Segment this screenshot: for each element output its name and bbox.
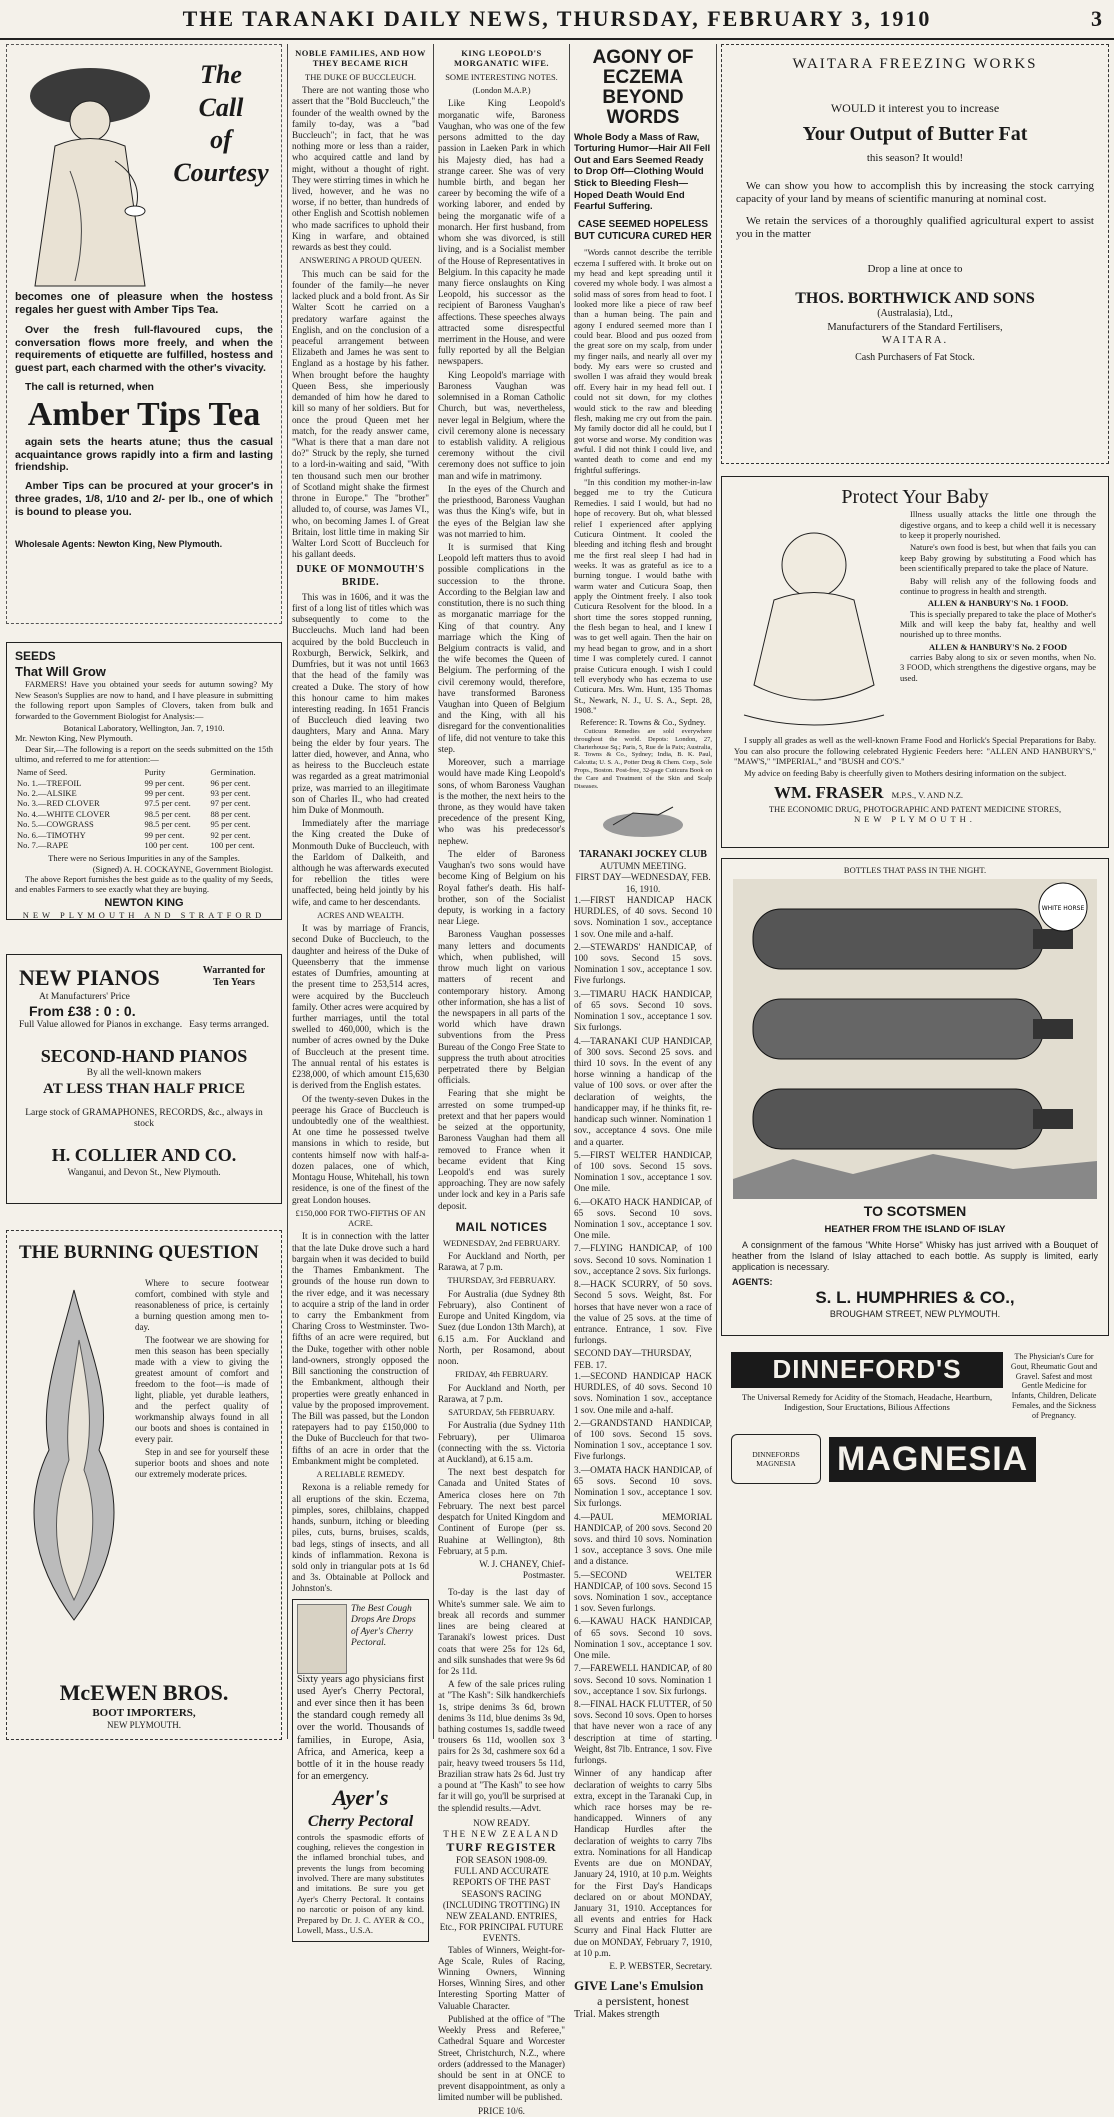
turf-title-2: TURF REGISTER — [446, 1840, 557, 1855]
race-item: 6.—OKATO HACK HANDICAP, of 65 sovs. Second 10 sovs. Nomination 1 sov., acceptance 1 sov. One mile. — [574, 1196, 712, 1241]
seed-name: No. 5.—COWGRASS — [17, 819, 94, 830]
baby-title: Protect Your Baby — [841, 486, 989, 508]
seed-germination: 96 per cent. — [210, 777, 251, 788]
seed-name: No. 6.—TIMOTHY — [17, 829, 86, 840]
table-row — [15, 840, 273, 850]
race-item: 2.—STEWARDS' HANDICAP, of 100 sovs. Second 15 sovs. Nomination 1 sov., acceptance 1 sov. Five furlongs. — [574, 941, 712, 986]
baby-food-1-text: This is specially prepared to take the place of Mother's Milk and will keep the baby fat, healthy and well nourished up to three months. — [900, 608, 1096, 640]
article-subhead: A RELIABLE REMEDY. — [316, 1469, 405, 1480]
fraser-desc: THE ECONOMIC DRUG, PHOTOGRAPHIC AND PATENT MEDICINE STORES, — [768, 803, 1062, 814]
pianos-half: AT LESS THAN HALF PRICE — [43, 1080, 245, 1097]
turf-tables: Tables of Winners, Weight-for-Age Scale, Rules of Racing, Winning Owners, Winning Horses, Winning Sires, and other Interesting Sporting Matter of Valuable Character. — [438, 1944, 565, 2011]
humphries-addr: BROUGHAM STREET, NEW PLYMOUTH. — [829, 1308, 1001, 1319]
column-3 — [438, 44, 565, 2116]
article-subhead: ACRES AND WEALTH. — [317, 909, 404, 920]
article-paragraph: The elder of Baroness Vaughan's two sons would have become King of Belgium on his Royal father's death. His half-brother, son of the Socialist deputy, is working in a factory near Liege. — [438, 848, 565, 927]
article-paragraph: Moreover, such a marriage would have made King Leopold's sons, of whom Baroness Vaughan is the mother, the next heirs to the throne, as they would have taken precedence of the present King, who was his predecessor's nephew. — [438, 757, 565, 846]
pianos-from: From £38 : 0 : 0. — [29, 1003, 136, 1020]
amber-agents: Wholesale Agents: Newton King, New Plymouth. — [15, 538, 223, 549]
amber-paragraph: Amber Tips can be procured at your grocer's in three grades, 1/8, 1/10 and 2/- per lb., one of which is bound to please you. — [15, 480, 273, 518]
seed-name: No. 3.—RED CLOVER — [17, 798, 100, 809]
seed-name: No. 1.—TREFOIL — [17, 777, 82, 788]
seed-germination: 97 per cent. — [210, 798, 251, 809]
seeds-intro: FARMERS! Have you obtained your seeds for autumn sowing? My New Season's Supplies are now to hand, and I have pleasure in submitting the following report upon Samples of Clovers, taken from bulk and forwarded to the Government Biologist for Analysis:— — [15, 679, 273, 721]
mail-day: WEDNESDAY, 2nd FEBRUARY. — [443, 1237, 560, 1248]
article-subhead: ANSWERING A PROUD QUEEN. — [299, 255, 422, 266]
jockey-day-2: SECOND DAY—THURSDAY, FEB. 17. — [574, 1348, 692, 1370]
mail-notices-title: MAIL NOTICES — [455, 1219, 548, 1234]
mail-day: THURSDAY, 3rd FEBRUARY. — [447, 1275, 556, 1286]
table-row — [15, 788, 273, 798]
headline-call: Call — [198, 92, 244, 122]
jockey-rules: Winner of any handicap after declaration of weights to carry 5lbs extra, except in the Taranaki Cup, in which race horses may be re-handicapped. Winners of any Handicap Hurdles after the declaration of weights to carry 7lbs extra. Nominations for all Handicap Events are due on MONDAY, January 24, 1910, at 10 p.m. Weights for the First Day's Handicaps declared on or about MONDAY, January 31, 1910. Acceptances for all events and entries for Hack Scurry and Final Hack Flutter are due on MONDAY, February 7, 1910, at 10 p.m. — [574, 1768, 712, 1958]
article-paragraph: It is surmised that King Leopold left matters thus to avoid possible complications in the succession to the throne. According to the Belgian law and constitution, there is no such thing as morganatic marriage for the King of that country. Any marriage which the King of Belgium contracts is valid, and the wife becomes the Queen of Belgium. The performing of the civil ceremony would, therefore, have transformed Baroness Vaughan into Queen of Belgium and the King, with all his disregard for the conventionalities of life, did not venture to take this step. — [438, 541, 565, 754]
column-5 — [721, 44, 1109, 1743]
jockey-title: TARANAKI JOCKEY CLUB — [579, 849, 707, 861]
whisky-title: TO SCOTSMEN — [863, 1203, 967, 1220]
cuticura-headline-1: AGONY OF ECZEMA — [592, 47, 694, 88]
baby-paragraph: Nature's own food is best, but when that fails you can keep Baby growing by substituting a Food which has been scientifically prepared to take the place of Nature. — [900, 542, 1096, 574]
cuticura-paragraph: "Words cannot describe the terrible eczema I suffered with. It broke out on my head and kept spreading until it covered my whole body. I was almost a solid mass of sores from head to foot. I looked more like a piece of raw beef than a human being. The pain and agony I endured seemed more than I could bear. Blood and pus oozed from the great sore on my scalp, from under my finger nails, and nearly all over my body. My ears were so crusted and swollen I was afraid they would break off. Every hair in my head fell out. I could not sit down, for my clothes would stick to the raw and bleeding flesh, making me cry out from the pain. My family doctor did all he could, but I got worse and worse. My condition was awful. I did not think I could live, and wanted death to come and end my frightful sufferings. — [574, 247, 712, 475]
article-paragraph: King Leopold's marriage with Baroness Vaughan was solemnised in a Roman Catholic Church, but was, nevertheless, never legal in Belgium, where the civil ceremony alone is necessary to establish validity. A religious ceremony without the civil ceremony does not suffice to join man and wife in matrimony. — [438, 369, 565, 481]
cuticura-subhead: Whole Body a Mass of Raw, Torturing Humor—Hair All Fell Out and Ears Seemed Ready to Drop Off—Clothing Would Stick to Bleeding Flesh—Hoped Death Would End Fearful Suffering. — [574, 131, 711, 213]
white-horse-ad — [721, 858, 1109, 1336]
seeds-lab: Botanical Laboratory, Wellington, Jan. 7, 1910. — [63, 722, 225, 733]
borthwick-firm-2: (Australasia), Ltd., — [877, 308, 953, 320]
pianos-gram: Large stock of GRAMAPHONES, RECORDS, &c., always in stock — [25, 1107, 263, 1130]
race-item: 8.—FINAL HACK FLUTTER, of 50 sovs. Second 10 sovs. Open to horses that have never won a race of any description at time of starting. Weight, 8st 7lb. Entrance, 1 sov. Five furlongs. — [574, 1699, 712, 1766]
pianos-second: SECOND-HAND PIANOS — [40, 1046, 248, 1067]
ayers-brand: Ayer's — [332, 1785, 389, 1811]
article-paragraph: Like King Leopold's morganatic wife, Baroness Vaughan, who was one of the few persons admitted to the day passion in Laeken Park in which his Majesty died, has had a strange career. She was of very humble birth, and began her career by becoming the wife of a working laborer, and ended by being the morganatic wife of a monarch. Her first husband, from whom she was divorced, is still living, and is a Socialist member of the House of Representatives in Belgium. In this capacity he made many fierce onslaughts on King Leopold, his successor as the recipient of Baroness Vaughan's affections. These speeches always attracted some disrespectful merriment in the House, and were fully reported by all the Belgian newspapers. — [438, 98, 565, 367]
table-header-cell: Germination. — [210, 767, 256, 778]
race-item: 4.—TARANAKI CUP HANDICAP, of 300 sovs. Second 25 sovs. and third 10 sovs. In the event of any horse winning a handicap of the value of 100 sovs. or over after the declaration of weights, the handicapper may, if he thinks fit, re-handicap such winner. Nomination 1 sov., acceptance 4 sovs. One mile and a quarter. — [574, 1035, 712, 1147]
turf-now: NOW READY. — [473, 1817, 530, 1828]
baby-paragraph: Illness usually attacks the little one through the digestive organs, and to keep a child well it is necessary to keep it properly nourished. — [900, 509, 1096, 541]
article-paragraph: There are not wanting those who assert that the "Bold Buccleuch," the founder of the wealth owned by the family to-day, was a "bad Buccleuch"; in fact, that he was nothing more or less than a raider, who acquired cattle and land by might, without a thought of right. They were stirring times in which he lived, however, and he was no worse, if no better, than hundreds of other English and Scottish noblemen who made sacrifices to uphold their King in warfare, and obtained rewards as best they could. — [292, 85, 429, 253]
article-paragraph: This much can be said for the founder of the family—he never lacked pluck and a bold front. As Sir Walter Scott he carried on a predatory warfare against the English, and on the conclusion of a peaceful arrangement between Elizabeth and James he was sent to England as a hostage by his father. When brought before the haughty Queen Bess, she imperiously demanded of him how he dared to kill so many of her soldiers. But for once the proud Queen met her match, for the ready answer came, "What is there that a man dare not do?" Struck by the reply, she turned to a lord-in-waiting and said, "With ten thousand such men our brother of Scotland might shake the firmest throne in Europe." The "brother" alluded to, of course, was James VI., who, on becoming James I. of Great Britain, lost little time in making Sir Walter Lord Scott of Buccleuch for his gallant deeds. — [292, 268, 429, 560]
leopold-source: (London M.A.P.) — [472, 85, 531, 96]
race-item: 4.—PAUL MEMORIAL HANDICAP, of 200 sovs. Second 20 sovs. and third 10 sovs. Nomination 1 sov., acceptance 3 sovs. One mile and a distance. — [574, 1511, 712, 1567]
headline-of: of — [210, 125, 232, 154]
column-4 — [574, 44, 712, 2020]
flames-illustration — [19, 1270, 129, 1630]
race-item: 3.—OMATA HACK HANDICAP, of 65 sovs. Second 10 sovs. Nomination 1 sov., acceptance 1 sov. Six furlongs. — [574, 1464, 712, 1509]
dinnefords-magnesia: MAGNESIA — [829, 1437, 1036, 1482]
lanes-trial: Trial. Makes strength — [574, 2008, 660, 2020]
race-item: 3.—TIMARU HACK HANDICAP, of 65 sovs. Second 10 sovs. Nomination 1 sov., acceptance 1 sov. Six furlongs. — [574, 988, 712, 1033]
pianos-ad — [6, 954, 282, 1204]
seeds-subtitle: That Will Grow — [15, 663, 106, 679]
seed-name: No. 2.—ALSIKE — [17, 788, 77, 799]
burning-title: THE BURNING QUESTION — [19, 1242, 259, 1263]
ayers-ad — [292, 1599, 429, 1943]
mcewen-firm: McEWEN BROS. — [59, 1679, 229, 1705]
column-rule — [569, 44, 570, 1739]
seed-germination: 93 per cent. — [210, 788, 251, 799]
cuticura-paragraph: "In this condition my mother-in-law begged me to try the Cuticura Remedies. I said I would, but had no hope of recovery. But oh, what blessed relief I experienced after applying Cuticura Ointment. It cooled the bleeding and itching flesh and brought me the first real sleep I had had in weeks. It was as grateful as ice to a burning tongue. I would bathe with warm water and Cuticura Soap, then apply the Ointment freely. I also took Cuticura Resolvent for the blood. In a short time the sores stopped running, the flesh began to heal, and I knew I was to get well again. Then the hair on my head began to grow, and in a short time I was completely cured. I cannot praise Cuticura enough. I wish I could tell everybody who has eczema to use Cuticura. Mrs. Wm. Hunt, 135 Thomas St., Newark, N. J., U. S. A., Sept. 28, 1908." — [574, 477, 712, 715]
column-rule — [433, 44, 434, 1739]
baby-food-1: ALLEN & HANBURY'S No. 1 FOOD. — [927, 598, 1069, 609]
waitara-ad — [721, 44, 1109, 464]
burning-paragraph: The footwear we are showing for men this season has been specially made with a view to giving the greatest amount of comfort and freedom to the foot—is made of light, pliable, yet durable leathers, and the perfect quality of workmanship always found in all our boots and shoes is contained in every pair. — [135, 1335, 269, 1444]
seed-germination: 95 per cent. — [210, 819, 251, 830]
waitara-season: this season? It would! — [866, 152, 964, 165]
amber-paragraph: again sets the hearts atune; thus the casual acquaintance grows rapidly into a firm and lasting friendship. — [15, 435, 273, 474]
article-subhead: £150,000 FOR TWO-FIFTHS OF AN ACRE. — [295, 1207, 426, 1229]
borthwick-cash: Cash Purchasers of Fat Stock. — [855, 352, 975, 364]
masthead — [0, 0, 1114, 40]
whites-paragraph: A few of the sale prices ruling at "The Kash": Silk handkerchiefs 1s, stripe denims 3s 6d, brown denims 3s 11d, blue denims 3s 9d, bathing costumes 1s, saddle tweed trousers 6s 11d, woollen sox 3 pairs for 2s 3d, cashmere sox 6d a pair, heavy tweed trousers 5s 11d, Brazilian straw hats 2s 6d. Just try a pound at "The Kash" to see how far it will go, you'll be surprised at the splendid results.—Advt. — [438, 1679, 565, 1813]
headline-courtesy: Courtesy — [173, 157, 269, 187]
seed-germination: 88 per cent. — [210, 808, 251, 819]
baby-paragraph: My advice on feeding Baby is cheerfully given to Mothers desiring information on the subject. — [744, 768, 1067, 779]
burning-question-ad — [6, 1230, 282, 1740]
newspaper-title: THE TARANAKI DAILY NEWS, THURSDAY, FEBRUARY 3, 1910 — [182, 6, 932, 31]
seeds-towns: NEW PLYMOUTH AND STRATFORD — [22, 910, 266, 921]
mail-day: SATURDAY, 5th FEBRUARY. — [448, 1406, 555, 1417]
race-item: 5.—SECOND WELTER HANDICAP, of 100 sovs. Second 15 sovs. Nomination 1 sov., acceptance 1 sov. Seven furlongs. — [574, 1569, 712, 1614]
amber-tips-ad — [6, 44, 282, 624]
lanes-headline: GIVE Lane's Emulsion — [574, 1978, 704, 1994]
pianos-firm: H. COLLIER AND CO. — [51, 1145, 237, 1166]
seeds-outro: The above Report furnishes the best guide as to the quality of my Seeds, and enables Farmers to see exactly what they are buying. — [15, 873, 273, 895]
table-header-cell: Purity — [144, 767, 166, 778]
pianos-warranted: Warranted for Ten Years — [202, 965, 266, 989]
leopold-headline: KING LEOPOLD'S MORGANATIC WIFE. — [453, 48, 550, 69]
mcewen-sub: BOOT IMPORTERS, — [92, 1706, 196, 1719]
jockey-day-1: FIRST DAY—WEDNESDAY, FEB. 16, 1910. — [575, 872, 711, 894]
mail-entry: For Australia (due Sydney 11th February), per Ulimaroa (connecting with the ss. Victoria at Auckland), at 6.15 a.m. — [438, 1420, 565, 1464]
baby-paragraph: Baby will relish any of the following foods and continue to progress in health and strength. — [900, 575, 1096, 596]
baby-illustration — [734, 515, 894, 735]
buccleuch-subhead: THE DUKE OF BUCCLEUCH. — [305, 71, 416, 82]
article-paragraph: It was by marriage of Francis, second Duke of Buccleuch, to the daughter and heiress of the Duke of Queensberry that the immense estates of Dumfries, amounting at the present time to 253,514 acres, were acquired by the Buccleuch family. Other acres were acquired by further marriages, until the total swelled to 460,000, which is the number of acres owned by the Duke of Buccleuch at the present time. The annual rental of his estates is £238,000, of which amount £15,630 is derived from the English estates. — [292, 923, 429, 1091]
fraser-firm: WM. FRASER — [774, 782, 884, 802]
article-paragraph: This was in 1606, and it was the first of a long list of titles which was subsequently to come to the Buccleuchs. Much land had been acquired by the bold Buccleuch in Roxburgh, Berwick, Selkirk, and Dumfries, but it was not until 1663 that the head of the family was created a Duke. The story of how this honour came to him makes interesting reading. In 1651 Francis of Buccleuch died leaving two daughters, Mary and Anna. Mary being the elder by four years. The latter died, however, and Anna, who as heiress to the Buccleuch estate was regarded as a great matrimonial prize, was married to an illegitimate son of Charles II., who had created him Duke of Monmouth. — [292, 591, 429, 815]
waitara-question: WOULD it interest you to increase — [830, 101, 1000, 116]
article-paragraph: Immediately after the marriage the King created the Duke of Monmouth Duke of Buccleuch, with the Earldom of Dalkeith, and although he was afterwards executed for rebellion the titles were unaffected, being held jointly by his wife, and came to her descendants. — [292, 818, 429, 907]
seed-purity: 98.5 per cent. — [144, 808, 191, 819]
cuticura-small-print: Cuticura Remedies are sold everywhere throughout the world. Depots: London, 27, Charterhouse Sq.; Paris, 5, Rue de la Paix; Australia, R. Towns & Co., Sydney; India, B. K. Paul, Calcutta; U. S. A., Potter Drug & Chem. Corp., Sole Props., Boston. Post-free, 32-page Cuticura Book on the Care and Treatment of the Skin and Scalp Diseases. — [574, 727, 712, 791]
baby-paragraph: I supply all grades as well as the well-known Frame Food and Horlick's Special Preparations for Baby. You can also procure the following celebrated Hygienic Feeders here: "ALLEN AND HANBURY'S," "MAW'S," "IMPERIAL," and "BUSH and CO'S." — [734, 735, 1096, 767]
seeds-to: Mr. Newton King, New Plymouth. — [15, 733, 133, 744]
pianos-price-line: At Manufacturers' Price — [39, 991, 130, 1002]
seed-purity: 99 per cent. — [144, 788, 185, 799]
turf-body: FULL AND ACCURATE REPORTS OF THE PAST SEASON'S RACING (INCLUDING TROTTING) IN NEW ZEALAND. ENTRIES, Etc., FOR PRINCIPAL FUTURE EVENTS. — [439, 1866, 564, 1944]
whites-paragraph: To-day is the last day of White's summer sale. We aim to break all records and summer lines are being cleared at Taranaki's lowest prices. Dust coats that were 25s for 12s 6d, and silk sunshades that were 9s 6d for 2s 11d. — [438, 1587, 565, 1676]
turf-price: PRICE 10/6. — [478, 2105, 525, 2116]
whisky-bottles-illustration — [733, 879, 1097, 1199]
cuticura-case: CASE SEEMED HOPELESS BUT CUTICURA CURED HER — [574, 218, 712, 242]
table-header — [15, 767, 273, 777]
table-row — [15, 809, 273, 819]
ayers-bottle-illustration — [297, 1604, 347, 1674]
dinnefords-right: The Physician's Cure for Gout, Rheumatic Gout and Gravel. Safest and most Gentle Medicine for Infants, Children, Delicate Females, and the Sickness of Pregnancy. — [1010, 1352, 1098, 1420]
seed-purity: 99 per cent. — [144, 777, 185, 788]
article-paragraph: It is in connection with the latter that the late Duke drove such a hard bargain when it was decided to build the Thames Embankment. The grounds of the house run down to the river edge, and it was necessary to acquire a strip of the land in order to carry the Embankment from Charing Cross to Westminster. Two-fifths of an acre were required, but the Duke, together with other noble land-owners, strongly opposed the Bill sanctioning the construction of the Embankment, although their properties were greatly enhanced in value by the proposed improvement. The Bill was passed, but the London ratepayers had to pay £150,000 to the Duke of Buccleuch for that two-fifths of an acre in order that the Embankment might be completed. — [292, 1231, 429, 1466]
race-item: 5.—FIRST WELTER HANDICAP, of 100 sovs. Second 15 sovs. Nomination 1 sov., acceptance 1 sov. One mile. — [574, 1149, 712, 1194]
pianos-terms: Easy terms arranged. — [189, 1020, 269, 1031]
seeds-signed: (Signed) A. H. COCKAYNE, Government Biologist. — [92, 863, 273, 874]
leopold-subhead: SOME INTERESTING NOTES. — [445, 71, 558, 82]
amber-intro: becomes one of pleasure when the hostess regales her guest with Amber Tips Tea. — [15, 291, 273, 317]
baby-food-2: ALLEN & HANBURY'S No. 2 FOOD — [928, 641, 1068, 652]
article-paragraph: Fearing that she might be arrested on some trumped-up pretext and that her papers would be seized at the opportunity, Baroness Vaughan had them all removed to France when it became evident that King Leopold's end was surely approaching. They are now safely under lock and key in a Paris safe deposit. — [438, 1088, 565, 1211]
pianos-title: NEW PIANOS — [19, 965, 160, 990]
whisky-bottles-caption: BOTTLES THAT PASS IN THE NIGHT. — [843, 865, 987, 875]
race-item: 6.—KAWAU HACK HANDICAP, of 65 sovs. Second 10 sovs. Nomination 1 sov., acceptance 1 sov. One mile. — [574, 1616, 712, 1661]
seed-germination: 92 per cent. — [210, 829, 251, 840]
ayers-body: controls the spasmodic efforts of coughing, relieves the congestion in the inflamed bronchial tubes, and prevents the lungs from becoming involved. There are many substitutes and imitations. Be sure you get Ayer's Cherry Pectoral. It contains no narcotic or poison of any kind. Prepared by Dr. J. C. AYER & CO., Lowell, Mass., U.S.A. — [297, 1831, 424, 1935]
mail-entry: For Australia (due Sydney 8th February), also Continent of Europe and United Kingdom, via Suez (due London 13th March), at 6.15 a.m. For Auckland and North, per Rosamond, about noon. — [438, 1288, 565, 1366]
waitara-drop: Drop a line at once to — [867, 263, 963, 276]
ayers-brand-sub: Cherry Pectoral — [307, 1813, 414, 1831]
mail-next: The next best despatch for Canada and United States of America closes here on 7th February. The next best parcel despatch for United Kingdom and Continent of Europe (per ss. Ruahine at Wellington), 8th February, at 5 p.m. — [438, 1467, 565, 1556]
buccleuch-headline: NOBLE FAMILIES, AND HOW THEY BECAME RICH — [295, 48, 426, 69]
article-paragraph: Of the twenty-seven Dukes in the peerage his Grace of Buccleuch is undoubtedly one of the wealthiest. At one time he possessed twelve mansions in which to reside, but contents himself now with half-a-dozen palaces, one of which, Montagu House, Whitehall, his town residence, is one of the finest of the great London houses. — [292, 1093, 429, 1205]
mcewen-town: NEW PLYMOUTH. — [107, 1720, 181, 1731]
dinnefords-left: The Universal Remedy for Acidity of the Stomach, Headache, Heartburn, Indigestion, Sour Eructations, Bilious Affections — [741, 1391, 993, 1413]
amber-paragraph: Over the fresh full-flavoured cups, the conversation flows more freely, and when the requirements of etiquette are fulfilled, hostess and guest part, each charmed with the other's vivacity. — [15, 323, 273, 375]
article-paragraph: Baroness Vaughan possesses many letters and documents which, when published, will throw much light on various matters of recent and contemporary history. Among other information, she has a list of the newspapers in all parts of the world which have drawn subventions from the Press Bureau of the Congo Free State to suppress the truth about atrocities perpetrated there by Belgian officials. — [438, 929, 565, 1086]
turf-title-1: THE NEW ZEALAND — [443, 1829, 560, 1839]
turf-pub: Published at the office of "The Weekly Press and Referee," Cathedral Square and Worcester Street, Christchurch, N.Z., where orders (addressed to the Manager) should be sent in at ONCE to prevent disappointment, as only a limited number will be published. — [438, 2013, 565, 2103]
whisky-body: A consignment of the famous "White Horse" Whisky has just arrived with a Bouquet of heather from the Island of Islay attached to each bottle. As supply is limited, early application is necessary. — [732, 1240, 1098, 1272]
pianos-addr: Wanganui, and Devon St., New Plymouth. — [67, 1167, 221, 1177]
table-header-cell: Name of Seed. — [17, 767, 68, 778]
waitara-headline: Your Output of Butter Fat — [802, 122, 1028, 145]
burning-paragraph: Where to secure footwear comfort, combined with style and reasonableness of price, is certainly a burning question among men to-day. — [135, 1278, 269, 1333]
turf-season: FOR SEASON 1908-09. — [455, 1854, 548, 1865]
amber-brand: Amber Tips Tea — [27, 395, 261, 433]
fraser-quals: M.P.S., V. AND N.Z. — [891, 789, 964, 800]
waitara-title: WAITARA FREEZING WORKS — [792, 56, 1038, 72]
protect-baby-ad — [721, 476, 1109, 848]
seeds-ad — [6, 642, 282, 920]
race-item: 8.—HACK SCURRY, of 50 sovs. Second 5 sovs. Weight, 8st. For horses that have never won a race of the value of 25 sovs. at the time of entrance. Entrance, 1 sov. Five furlongs. — [574, 1279, 712, 1346]
dinnefords-ad — [721, 1346, 1109, 1741]
page-number: 3 — [1091, 6, 1102, 31]
jockey-signed: E. P. WEBSTER, Secretary. — [609, 1961, 712, 1972]
race-item: 2.—GRANDSTAND HANDICAP, of 100 sovs. Second 15 sovs. Nomination 1 sov., acceptance 1 sov. Five furlongs. — [574, 1417, 712, 1462]
waitara-paragraph: We can show you how to accomplish this by increasing the stock carrying capacity of your land by means of scientific manuring at nominal cost. — [736, 179, 1094, 206]
article-subhead: DUKE OF MONMOUTH'S BRIDE. — [296, 564, 425, 588]
burning-paragraph: Step in and see for yourself these superior boots and shoes and note our extremely moderate prices. — [135, 1446, 269, 1479]
column-rule — [716, 44, 717, 1739]
borthwick-town: WAITARA. — [881, 335, 949, 347]
lady-with-teacup-illustration — [15, 51, 165, 291]
cuticura-reference: Reference: R. Towns & Co., Sydney. — [580, 717, 706, 728]
mail-day: FRIDAY, 4th FEBRUARY. — [455, 1369, 548, 1380]
cuticura-headline-2: BEYOND WORDS — [602, 86, 684, 128]
ayers-headline: The Best Cough Drops Are Drops of Ayer's Cherry Pectoral. — [351, 1603, 416, 1649]
horse-race-illustration — [578, 795, 708, 845]
whisky-agents: AGENTS: — [732, 1276, 773, 1287]
fraser-town: NEW PLYMOUTH. — [854, 813, 976, 824]
amber-paragraph: The call is returned, when — [25, 381, 154, 393]
seeds-table — [15, 767, 273, 850]
lanes-sub: a persistent, honest — [597, 1994, 689, 2009]
table-row — [15, 830, 273, 840]
column-1 — [6, 44, 282, 1743]
column-rule — [287, 44, 288, 1739]
mail-entry: For Auckland and North, per Rarawa, at 7 p.m. — [438, 1382, 565, 1404]
seeds-letter: Dear Sir,—The following is a report on the seeds submitted on the 15th ultimo, and referred to me for attention:— — [15, 743, 273, 764]
ayers-body: Sixty years ago physicians first used Ayer's Cherry Pectoral, and ever since then it has been the standard cough remedy all over the world. Thousands of families, in Europe, Asia, Africa, and America, keep a bottle of it in the house ready for an emergency. — [297, 1673, 424, 1783]
article-paragraph: In the eyes of the Church and the priesthood, Baroness Vaughan was thus the King's wife, but in the eyes of the Belgian law she was not married to him. — [438, 483, 565, 539]
pianos-value: Full Value allowed for Pianos in exchange. — [19, 1020, 183, 1031]
seed-purity: 100 per cent. — [144, 839, 189, 850]
article-paragraph: Rexona is a reliable remedy for all eruptions of the skin. Eczema, pimples, sores, chilblains, chapped hands, sunburn, itching or bleeding piles, cuts, burns, bruises, scalds, bad legs, stings of insects, and all kinds of inflammation. Rexona is sold only in triangular pots at 1s 6d and 3s. Obtainable at Pollock and Johnston's. — [292, 1482, 429, 1594]
whisky-subtitle: HEATHER FROM THE ISLAND OF ISLAY — [824, 1224, 1006, 1236]
seed-purity: 99 per cent. — [144, 829, 185, 840]
jockey-sub: AUTUMN MEETING. — [599, 861, 687, 872]
table-row — [15, 798, 273, 808]
table-row — [15, 819, 273, 829]
pianos-makers: By all the well-known makers — [86, 1068, 202, 1079]
baby-food-2-text: carries Baby along to six or seven months, when No. 3 FOOD, which strengthens the digestive organs, may be used. — [900, 652, 1096, 683]
seed-purity: 97.5 per cent. — [144, 798, 191, 809]
mail-entry: For Auckland and North, per Rarawa, at 7 p.m. — [438, 1250, 565, 1273]
table-row — [15, 778, 273, 788]
race-item: 1.—SECOND HANDICAP HACK HURDLES, of 40 sovs. Second 10 sovs. Nomination 1 sov., acceptance 1 sov. One mile and a-half. — [574, 1370, 712, 1415]
headline-the: The — [200, 60, 242, 89]
race-item: 1.—FIRST HANDICAP HACK HURDLES, of 40 sovs. Second 10 sovs. Nomination 1 sov., acceptance 1 sov. One mile and a-half. — [574, 894, 712, 939]
race-item: 7.—FAREWELL HANDICAP, of 80 sovs. Second 10 sovs. Nomination 1 sov., acceptance 1 sov. Six furlongs. — [574, 1663, 712, 1696]
dinnefords-bottle: DINNEFORDS MAGNESIA — [731, 1434, 821, 1484]
mail-signed: W. J. CHANEY, Chief-Postmaster. — [479, 1558, 565, 1581]
seeds-title: SEEDS — [15, 649, 56, 663]
dinnefords-brand: DINNEFORD'S — [731, 1352, 1003, 1388]
borthwick-mfr: Manufacturers of the Standard Fertilisers, — [827, 322, 1003, 334]
column-2 — [292, 44, 429, 1935]
seed-name: No. 7.—RAPE — [17, 839, 69, 850]
seed-germination: 100 per cent. — [210, 839, 255, 850]
borthwick-firm: THOS. BORTHWICK AND SONS — [795, 289, 1035, 307]
seed-name: No. 4.—WHITE CLOVER — [17, 808, 111, 819]
seeds-note: There were no Serious Impurities in any of the Samples. — [48, 853, 240, 864]
seed-purity: 98.5 per cent. — [144, 819, 191, 830]
waitara-paragraph: We retain the services of a thoroughly qualified agricultural expert to assist you in the matter — [736, 214, 1094, 240]
white-horse-label: WHITE HORSE — [1041, 905, 1085, 913]
humphries-firm: S. L. HUMPHRIES & CO., — [815, 1287, 1015, 1307]
seeds-signature: NEWTON KING — [104, 896, 184, 909]
race-item: 7.—FLYING HANDICAP, of 100 sovs. Second 10 sovs. Nomination 1 sov., acceptance 2 sovs. Six furlongs. — [574, 1243, 712, 1276]
